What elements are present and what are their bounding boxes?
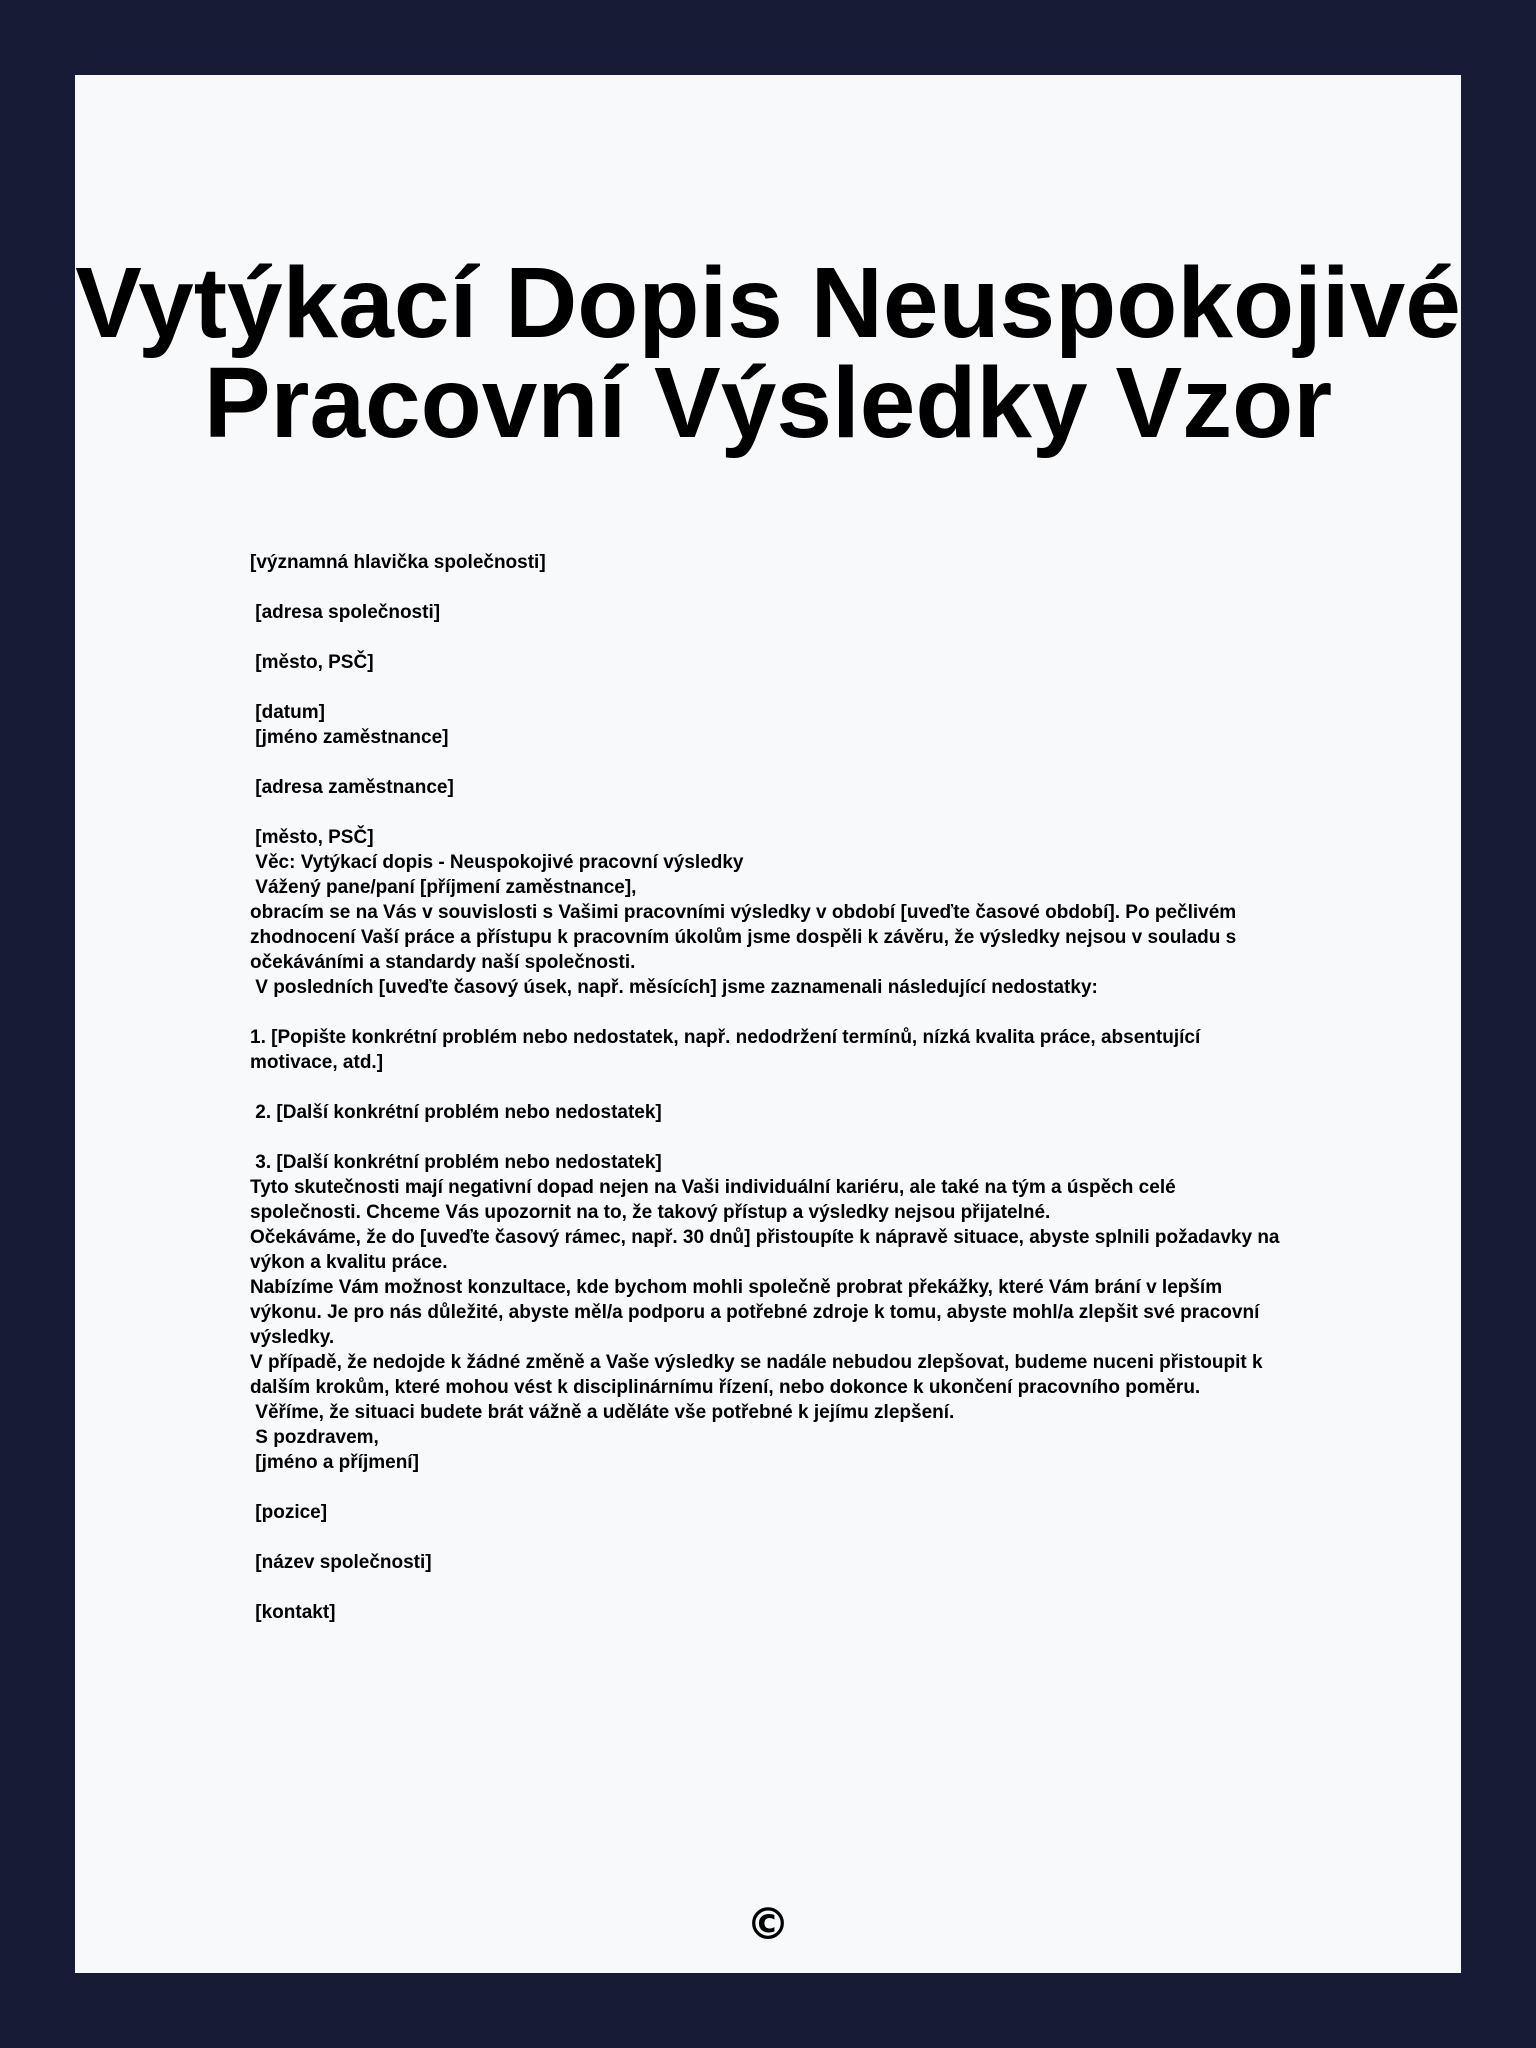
blank-line <box>250 800 1290 825</box>
letter-line: S pozdravem, <box>250 1427 379 1448</box>
blank-line <box>250 625 1290 650</box>
document-page <box>75 75 1461 1973</box>
letter-line: [jméno zaměstnance] <box>250 727 449 748</box>
letter-line: [město, PSČ] <box>250 652 374 673</box>
blank-line <box>250 1075 1290 1100</box>
letter-body <box>250 550 1290 1625</box>
letter-line: [kontakt] <box>250 1602 336 1623</box>
letter-line: 1. [Popište konkrétní problém nebo nedostatek, např. nedodržení termínů, nízká kvalita práce, absentující motivace, atd.] <box>250 1027 1206 1073</box>
blank-line <box>250 750 1290 775</box>
letter-line: Věříme, že situaci budete brát vážně a uděláte vše potřebné k jejímu zlepšení. <box>250 1402 955 1423</box>
letter-line: Vážený pane/paní [příjmení zaměstnance], <box>250 877 637 898</box>
blank-line <box>250 1525 1290 1550</box>
document-title <box>35 247 1501 459</box>
letter-line: [adresa zaměstnance] <box>250 777 454 798</box>
blank-line <box>250 575 1290 600</box>
blank-line <box>250 1125 1290 1150</box>
letter-line: Tyto skutečnosti mají negativní dopad nejen na Vaši individuální kariéru, ale také na tým a úspěch celé společnosti. Chceme Vás upozornit na to, že takový přístup a výsledky nejsou přijatelné. <box>250 1177 1181 1223</box>
title-line-1: Vytýkací Dopis Neuspokojivé <box>75 247 1461 359</box>
letter-line: [název společnosti] <box>250 1552 432 1573</box>
letter-line: [jméno a příjmení] <box>250 1452 419 1473</box>
letter-line: Nabízíme Vám možnost konzultace, kde bychom mohli společně probrat překážky, které Vám brání v lepším výkonu. Je pro nás důležité, abyste měl/a podporu a potřebné zdroje k tomu, abyste mohl/a zlepšit své pracovní výsledky. <box>250 1277 1265 1348</box>
letter-line: 3. [Další konkrétní problém nebo nedostatek] <box>250 1152 662 1173</box>
blank-line <box>250 675 1290 700</box>
letter-line: V případě, že nedojde k žádné změně a Vaše výsledky se nadále nebudou zlepšovat, budeme nuceni přistoupit k dalším krokům, které mohou vést k disciplinárnímu řízení, nebo dokonce k ukončení pracovního poměru. <box>250 1352 1268 1398</box>
letter-line: Věc: Vytýkací dopis - Neuspokojivé pracovní výsledky <box>250 852 744 873</box>
letter-line: obracím se na Vás v souvislosti s Vašimi pracovními výsledky v období [uveďte časové období]. Po pečlivém zhodnocení Vaší práce a přístupu k pracovním úkolům jsme dospěli k závěru, že výsledky nejsou v souladu s očekáváními a standardy naší společnosti. <box>250 902 1242 973</box>
blank-line <box>250 1575 1290 1600</box>
blank-line <box>250 1475 1290 1500</box>
letter-line: [významná hlavička společnosti] <box>250 552 546 573</box>
letter-line: V posledních [uveďte časový úsek, např. měsících] jsme zaznamenali následující nedostatky: <box>250 977 1098 998</box>
letter-line: [pozice] <box>250 1502 328 1523</box>
letter-line: [datum] <box>250 702 325 723</box>
copyright-icon: © <box>746 1899 790 1950</box>
letter-line: [město, PSČ] <box>250 827 374 848</box>
blank-line <box>250 1000 1290 1025</box>
title-line-2: Pracovní Výsledky Vzor <box>203 347 1333 459</box>
letter-line: [adresa společnosti] <box>250 602 441 623</box>
letter-line: Očekáváme, že do [uveďte časový rámec, např. 30 dnů] přistoupíte k nápravě situace, abyste splnili požadavky na výkon a kvalitu práce. <box>250 1227 1285 1273</box>
letter-line: 2. [Další konkrétní problém nebo nedostatek] <box>250 1102 662 1123</box>
